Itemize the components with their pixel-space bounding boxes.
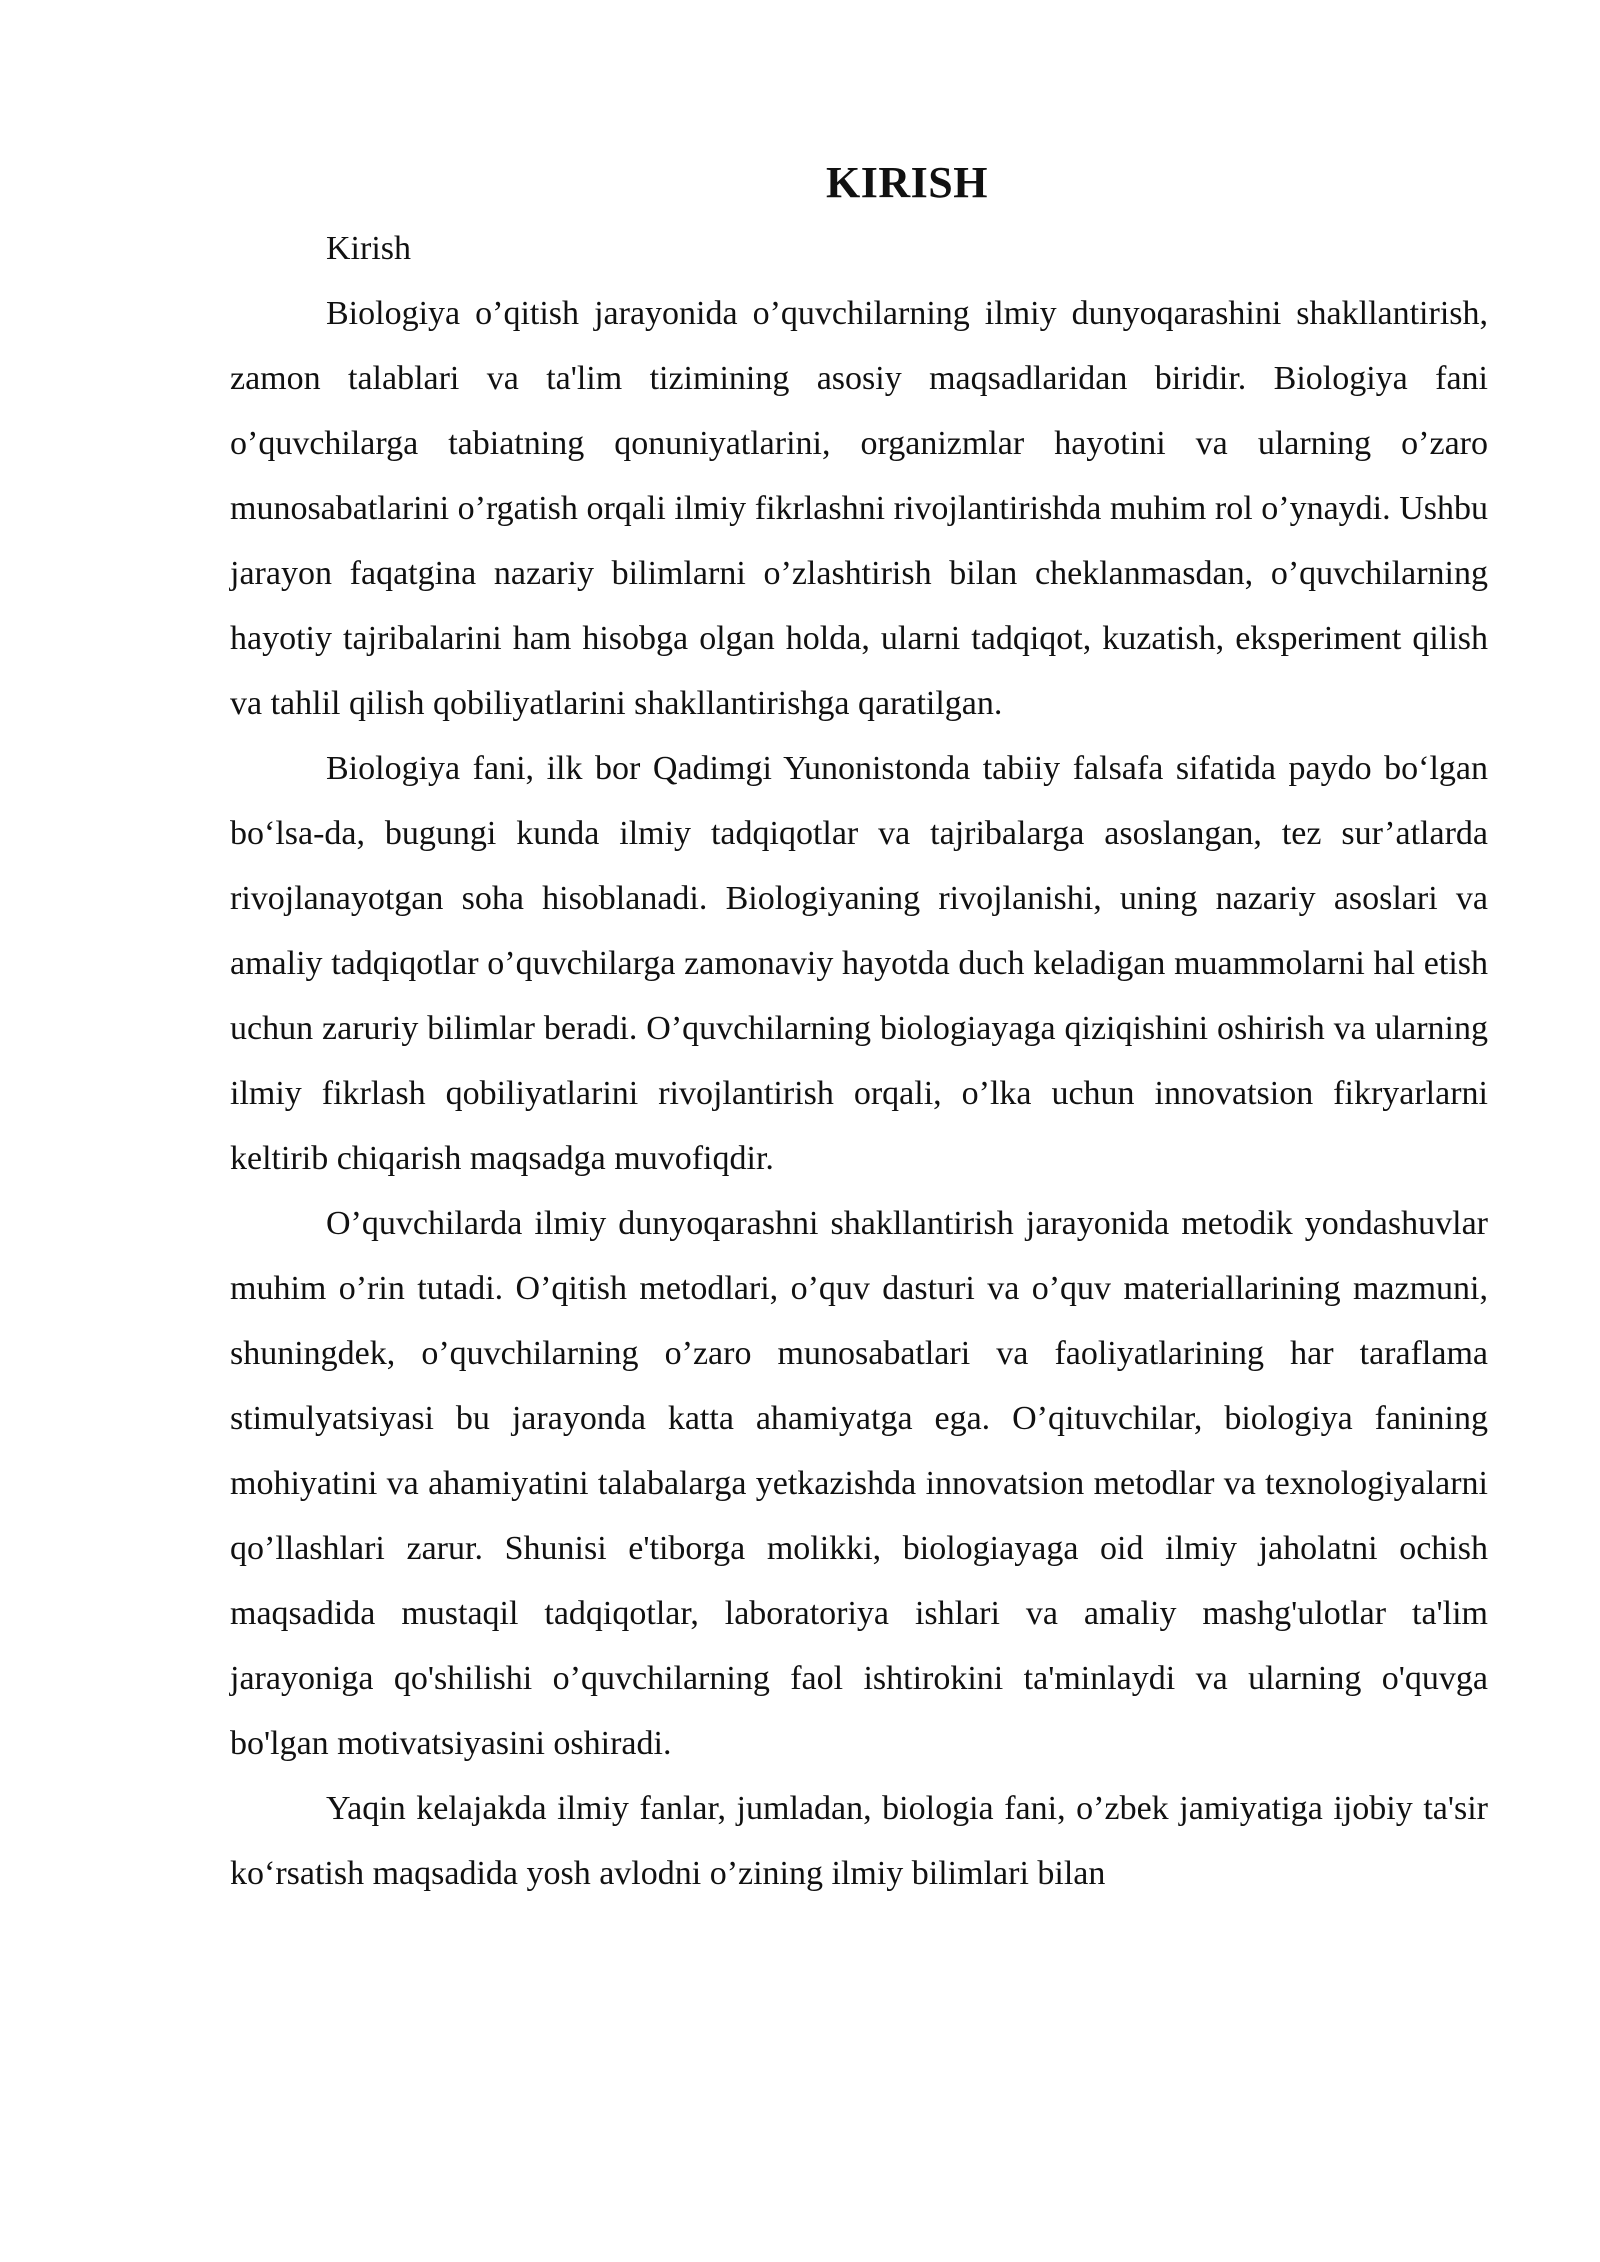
document-page (230, 150, 1488, 1906)
paragraph-3: O’quvchilarda ilmiy dunyoqarashni shakllantirish jarayonida metodik yondashuvlar muhim o’rin tutadi. O’qitish metodlari, o’quv dasturi va o’quv materiallarining mazmuni, shuningdek, o’quvchilarning o’zaro munosabatlari va faoliyatlarining har taraflama stimulyatsiyasi bu jarayonda katta ahamiyatga ega. O’qituvchilar, biologiya fanining mohiyatini va ahamiyatini talabalarga yetkazishda innovatsion metodlar va texnologiyalarni qo’llashlari zarur. Shunisi e'tiborga molikki, biologiayaga oid ilmiy jaholatni ochish maqsadida mustaqil tadqiqotlar, laboratoriya ishlari va amaliy mashg'ulotlar ta'lim jarayoniga qo'shilishi o’quvchilarning faol ishtirokini ta'minlaydi va ularning o'quvga bo'lgan motivatsiyasini oshiradi. (230, 1205, 1488, 1762)
page-title: KIRISH (826, 158, 988, 207)
section-subheading: Kirish (326, 230, 411, 267)
paragraph-1: Biologiya o’qitish jarayonida o’quvchilarning ilmiy dunyoqarashini shakllantirish, zamon talablari va ta'lim tizimining asosiy maqsadlaridan biridir. Biologiya fani o’quvchilarga tabiatning qonuniyatlarini, organizmlar hayotini va ularning o’zaro munosabatlarini o’rgatish orqali ilmiy fikrlashni rivojlantirishda muhim rol o’ynaydi. Ushbu jarayon faqatgina nazariy bilimlarni o’zlashtirish bilan cheklanmasdan, o’quvchilarning hayotiy tajribalarini ham hisobga olgan holda, ularni tadqiqot, kuzatish, eksperiment qilish va tahlil qilish qobiliyatlarini shakllantirishga qaratilgan. (230, 295, 1488, 722)
paragraph-4: Yaqin kelajakda ilmiy fanlar, jumladan, biologia fani, o’zbek jamiyatiga ijobiy ta'sir ko‘rsatish maqsadida yosh avlodni o’zining ilmiy bilimlari bilan (230, 1790, 1488, 1892)
paragraph-2: Biologiya fani, ilk bor Qadimgi Yunonistonda tabiiy falsafa sifatida paydo bo‘lgan bo‘lsa-da, bugungi kunda ilmiy tadqiqotlar va tajribalarga asoslangan, tez sur’atlarda rivojlanayotgan soha hisoblanadi. Biologiyaning rivojlanishi, uning nazariy asoslari va amaliy tadqiqotlar o’quvchilarga zamonaviy hayotda duch keladigan muammolarni hal etish uchun zaruriy bilimlar beradi. O’quvchilarning biologiayaga qiziqishini oshirish va ularning ilmiy fikrlash qobiliyatlarini rivojlantirish orqali, o’lka uchun innovatsion fikryarlarni keltirib chiqarish maqsadga muvofiqdir. (230, 750, 1488, 1177)
